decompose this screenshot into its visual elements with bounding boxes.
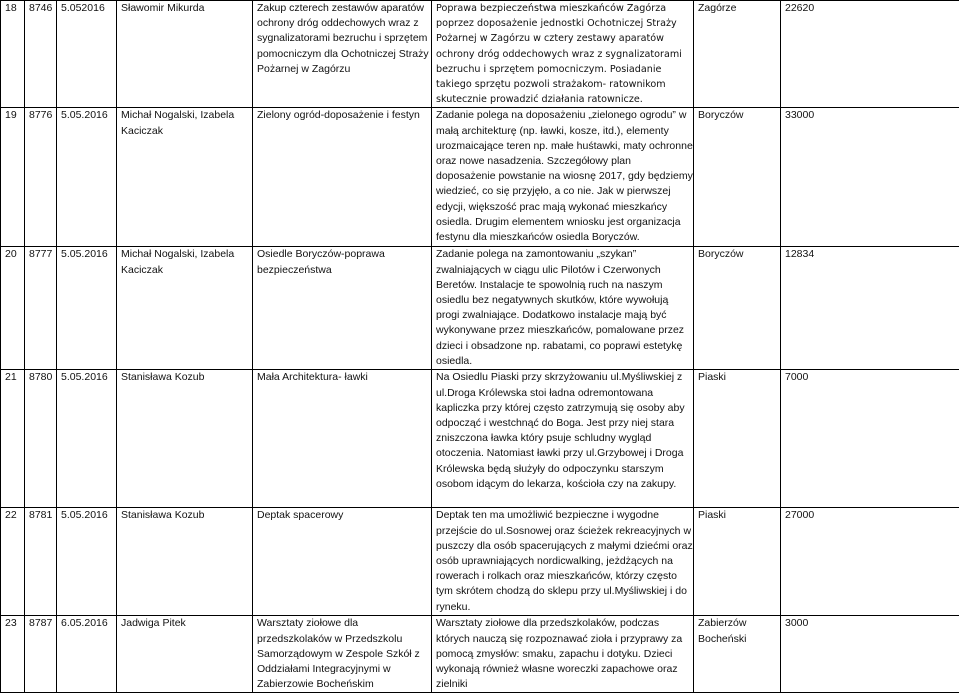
cost: 27000 xyxy=(781,508,959,616)
row-number: 23 xyxy=(1,616,25,693)
proposal-id: 8787 xyxy=(25,616,57,693)
project-description: Na Osiedlu Piaski przy skrzyżowaniu ul.Myśliwskiej z ul.Droga Królewska stoi ładna odremontowana kapliczka przy której często zatrzymują się osoby aby odpocząć i westchnąć do Boga. Jest przy niej stara zniszczona ławka który psuje schludny wygląd otoczenia. Natomiast ławki przy ul.Grzybowej i Droga Królewska będą służyły do odpoczynku starszym osobom idącym do lekarza, kościoła czy na zakupy. xyxy=(432,370,694,508)
project-title: Zakup czterech zestawów aparatów ochrony dróg oddechowych wraz z sygnalizatorami bezruchu i sprzętem pomocniczym dla Ochotniczej Straży Pożarnej w Zagórzu xyxy=(253,1,432,108)
location: Boryczów xyxy=(694,108,781,247)
author: Sławomir Mikurda xyxy=(117,1,253,108)
row-number: 18 xyxy=(1,1,25,108)
proposal-id: 8746 xyxy=(25,1,57,108)
row-number: 20 xyxy=(1,247,25,370)
table-row xyxy=(1,508,959,616)
project-description: Deptak ten ma umożliwić bezpieczne i wygodne przejście do ul.Sosnowej oraz ścieżek rekreacyjnych w puszczy dla osób spacerujących z małymi dziećmi oraz osób uprawniających nordicwalking, jeżdżących na rowerach i rolkach oraz mieszkańców, którzy często tym skrótem chodzą do sklepu przy ul.Myśliwskiej i do ryneku. xyxy=(432,508,694,616)
table-row xyxy=(1,108,959,247)
project-title: Zielony ogród-doposażenie i festyn xyxy=(253,108,432,247)
proposal-id: 8781 xyxy=(25,508,57,616)
project-description: Zadanie polega na zamontowaniu „szykan” zwalniających w ciągu ulic Pilotów i Czerwonych Beretów. Instalacje te spowolnią ruch na naszym osiedlu bez negatywnych skutków, które wywołują progi zwalniające. Dodatkowo instalacje mają być wykonywane przez mieszkańców, pomalowane przez dzieci i obsadzone np. rabatami, co poprawi estetykę osiedla. xyxy=(432,247,694,370)
author: Michał Nogalski, Izabela Kaciczak xyxy=(117,247,253,370)
project-description: Poprawa bezpieczeństwa mieszkańców Zagórza poprzez doposażenie jednostki Ochotniczej Straży Pożarnej w Zagórzu w cztery zestawy aparatów ochrony dróg oddechowych wraz z sygnalizatorami bezruchu i sprzętem pomocniczym. Posiadanie takiego sprzętu pozwoli strażakom- ratownikom skutecznie prowadzić działania ratownicze. xyxy=(432,1,694,108)
cost: 22620 xyxy=(781,1,959,108)
project-title: Deptak spacerowy xyxy=(253,508,432,616)
submission-date: 5.05.2016 xyxy=(57,108,117,247)
project-description: Warsztaty ziołowe dla przedszkolaków, podczas których nauczą się rozpoznawać zioła i przyprawy za pomocą zmysłów: smaku, zapachu i dotyku. Dzieci wykonają również własne woreczki zapachowe oraz zielniki xyxy=(432,616,694,693)
author: Stanisława Kozub xyxy=(117,508,253,616)
cost: 3000 xyxy=(781,616,959,693)
cost: 33000 xyxy=(781,108,959,247)
project-title: Osiedle Boryczów-poprawa bezpieczeństwa xyxy=(253,247,432,370)
submission-date: 5.05.2016 xyxy=(57,508,117,616)
submission-date: 5.052016 xyxy=(57,1,117,108)
location: Zabierzów Bocheński xyxy=(694,616,781,693)
table-row xyxy=(1,1,959,108)
author: Stanisława Kozub xyxy=(117,370,253,508)
submission-date: 5.05.2016 xyxy=(57,370,117,508)
proposal-id: 8777 xyxy=(25,247,57,370)
project-title: Mała Architektura- ławki xyxy=(253,370,432,508)
location: Boryczów xyxy=(694,247,781,370)
row-number: 21 xyxy=(1,370,25,508)
table-row xyxy=(1,370,959,508)
author: Jadwiga Pitek xyxy=(117,616,253,693)
project-title: Warsztaty ziołowe dla przedszkolaków w Przedszkolu Samorządowym w Zespole Szkół z Oddziałami Integracyjnymi w Zabierzowie Bocheńskim xyxy=(253,616,432,693)
project-description: Zadanie polega na doposażeniu „zielonego ogrodu” w małą architekturę (np. ławki, kosze, itd.), elementy urozmaicające teren np. małe huśtawki, maty ochronne oraz nowe nasadzenia. Szczegółowy plan doposażenie powstanie na wiosnę 2017, gdy będziemy wiedzieć, co się przyjęło, a co nie. Jak w pierwszej edycji, większość prac mają wykonać mieszkańcy osiedla. Drugim elementem wniosku jest organizacja festynu dla mieszkańców osiedla Boryczów. xyxy=(432,108,694,247)
submission-date: 5.05.2016 xyxy=(57,247,117,370)
proposal-id: 8776 xyxy=(25,108,57,247)
cost: 12834 xyxy=(781,247,959,370)
location: Piaski xyxy=(694,508,781,616)
author: Michał Nogalski, Izabela Kaciczak xyxy=(117,108,253,247)
row-number: 19 xyxy=(1,108,25,247)
row-number: 22 xyxy=(1,508,25,616)
location: Zagórze xyxy=(694,1,781,108)
proposal-id: 8780 xyxy=(25,370,57,508)
table-row xyxy=(1,247,959,370)
table-row xyxy=(1,616,959,693)
location: Piaski xyxy=(694,370,781,508)
cost: 7000 xyxy=(781,370,959,508)
submission-date: 6.05.2016 xyxy=(57,616,117,693)
